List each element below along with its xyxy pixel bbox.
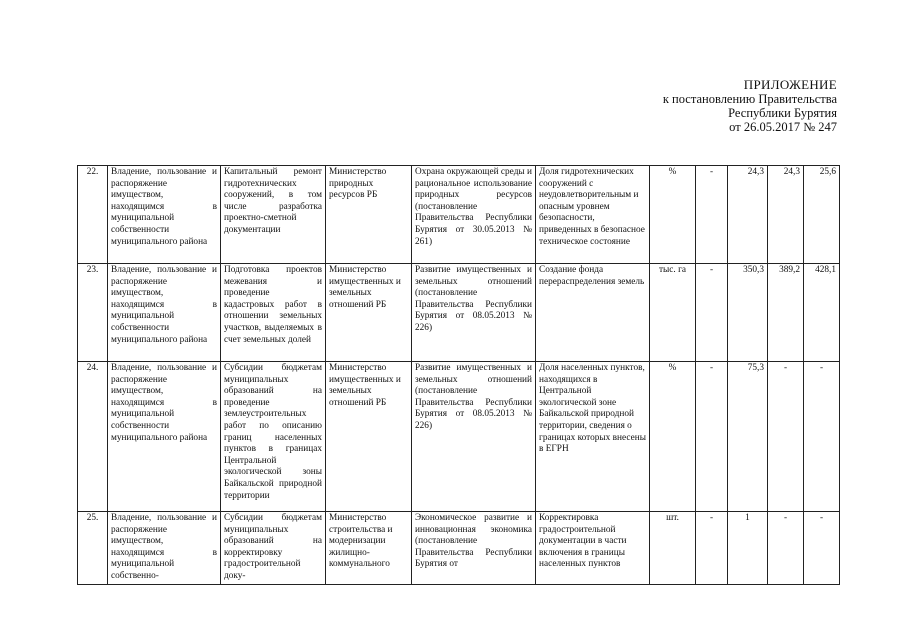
unit-cell: % bbox=[650, 166, 696, 264]
row-number: 24. bbox=[78, 362, 108, 512]
program-cell: Владение, пользование и распоряжение имуществом, находящимся в муниципальной собственно- bbox=[108, 512, 221, 585]
value-cell: - bbox=[804, 512, 840, 585]
value-cell: - bbox=[696, 362, 728, 512]
table-row bbox=[78, 512, 840, 585]
value-cell: 24,3 bbox=[768, 166, 804, 264]
value-cell: - bbox=[768, 512, 804, 585]
program-cell: Владение, пользование и распоряжение имуществом, находящимся в муниципальной собственности муниципального района bbox=[108, 362, 221, 512]
program-cell: Владение, пользование и распоряжение имуществом, находящимся в муниципальной собственности муниципального района bbox=[108, 264, 221, 362]
table-row bbox=[78, 264, 840, 362]
appendix-line-3: от 26.05.2017 № 247 bbox=[729, 120, 837, 134]
unit-cell: тыс. га bbox=[650, 264, 696, 362]
unit-cell: шт. bbox=[650, 512, 696, 585]
appendix-line-1: к постановлению Правительства bbox=[662, 92, 837, 106]
program-cell: Владение, пользование и распоряжение имуществом, находящимся в муниципальной собственности муниципального района bbox=[108, 166, 221, 264]
value-cell: - bbox=[696, 512, 728, 585]
event-cell: Субсидии бюджетам муниципальных образований на корректировку градостроительной доку- bbox=[221, 512, 326, 585]
event-cell: Субсидии бюджетам муниципальных образований на проведение землеустроительных работ по описанию границ населенных пунктов в границах Центральной экологической зоны Байкальской природной территории bbox=[221, 362, 326, 512]
value-cell: 75,3 bbox=[728, 362, 768, 512]
event-cell: Подготовка проектов межевания и проведение кадастровых работ в отношении земельных участков, выделяемых в счет земельных долей bbox=[221, 264, 326, 362]
indicator-cell: Доля гидротехнических сооружений с неудовлетворительным и опасным уровнем безопасности, приведенных в безопасное техническое состояние bbox=[536, 166, 650, 264]
ministry-cell: Министерство имущественных и земельных отношений РБ bbox=[326, 362, 412, 512]
appendix-line-2: Республики Бурятия bbox=[728, 106, 837, 120]
value-cell: 25,6 bbox=[804, 166, 840, 264]
row-number: 25. bbox=[78, 512, 108, 585]
value-cell: - bbox=[768, 362, 804, 512]
row-number: 23. bbox=[78, 264, 108, 362]
value-cell: 1 bbox=[728, 512, 768, 585]
value-cell: - bbox=[696, 166, 728, 264]
value-cell: 24,3 bbox=[728, 166, 768, 264]
value-cell: 389,2 bbox=[768, 264, 804, 362]
table-row bbox=[78, 166, 840, 264]
ministry-cell: Министерство природных ресурсов РБ bbox=[326, 166, 412, 264]
value-cell: 350,3 bbox=[728, 264, 768, 362]
indicator-cell: Создание фонда перераспределения земель bbox=[536, 264, 650, 362]
appendix-table bbox=[77, 165, 840, 585]
value-cell: 428,1 bbox=[804, 264, 840, 362]
table-row bbox=[78, 362, 840, 512]
document-header bbox=[663, 78, 837, 134]
unit-cell: % bbox=[650, 362, 696, 512]
indicator-cell: Корректировка градостроительной документации в части включения в границы населенных пунктов bbox=[536, 512, 650, 585]
ministry-cell: Министерство имущественных и земельных отношений РБ bbox=[326, 264, 412, 362]
ministry-cell: Министерство строительства и модернизации жилищно-коммунального bbox=[326, 512, 412, 585]
state-program-cell: Охрана окружающей среды и рациональное использование природных ресурсов (постановление Правительства Республики Бурятия от 30.05.2013 № 261) bbox=[412, 166, 536, 264]
state-program-cell: Развитие имущественных и земельных отношений (постановление Правительства Республики Бурятия от 08.05.2013 № 226) bbox=[412, 264, 536, 362]
state-program-cell: Развитие имущественных и земельных отношений (постановление Правительства Республики Бурятия от 08.05.2013 № 226) bbox=[412, 362, 536, 512]
row-number: 22. bbox=[78, 166, 108, 264]
state-program-cell: Экономическое развитие и инновационная экономика (постановление Правительства Республики Бурятия от bbox=[412, 512, 536, 585]
value-cell: - bbox=[696, 264, 728, 362]
indicator-cell: Доля населенных пунктов, находящихся в Центральной экологической зоне Байкальской природной территории, сведения о границах которых внесены в ЕГРН bbox=[536, 362, 650, 512]
event-cell: Капитальный ремонт гидротехнических сооружений, в том числе разработка проектно-сметной документации bbox=[221, 166, 326, 264]
appendix-title: ПРИЛОЖЕНИЕ bbox=[743, 77, 837, 92]
value-cell: - bbox=[804, 362, 840, 512]
